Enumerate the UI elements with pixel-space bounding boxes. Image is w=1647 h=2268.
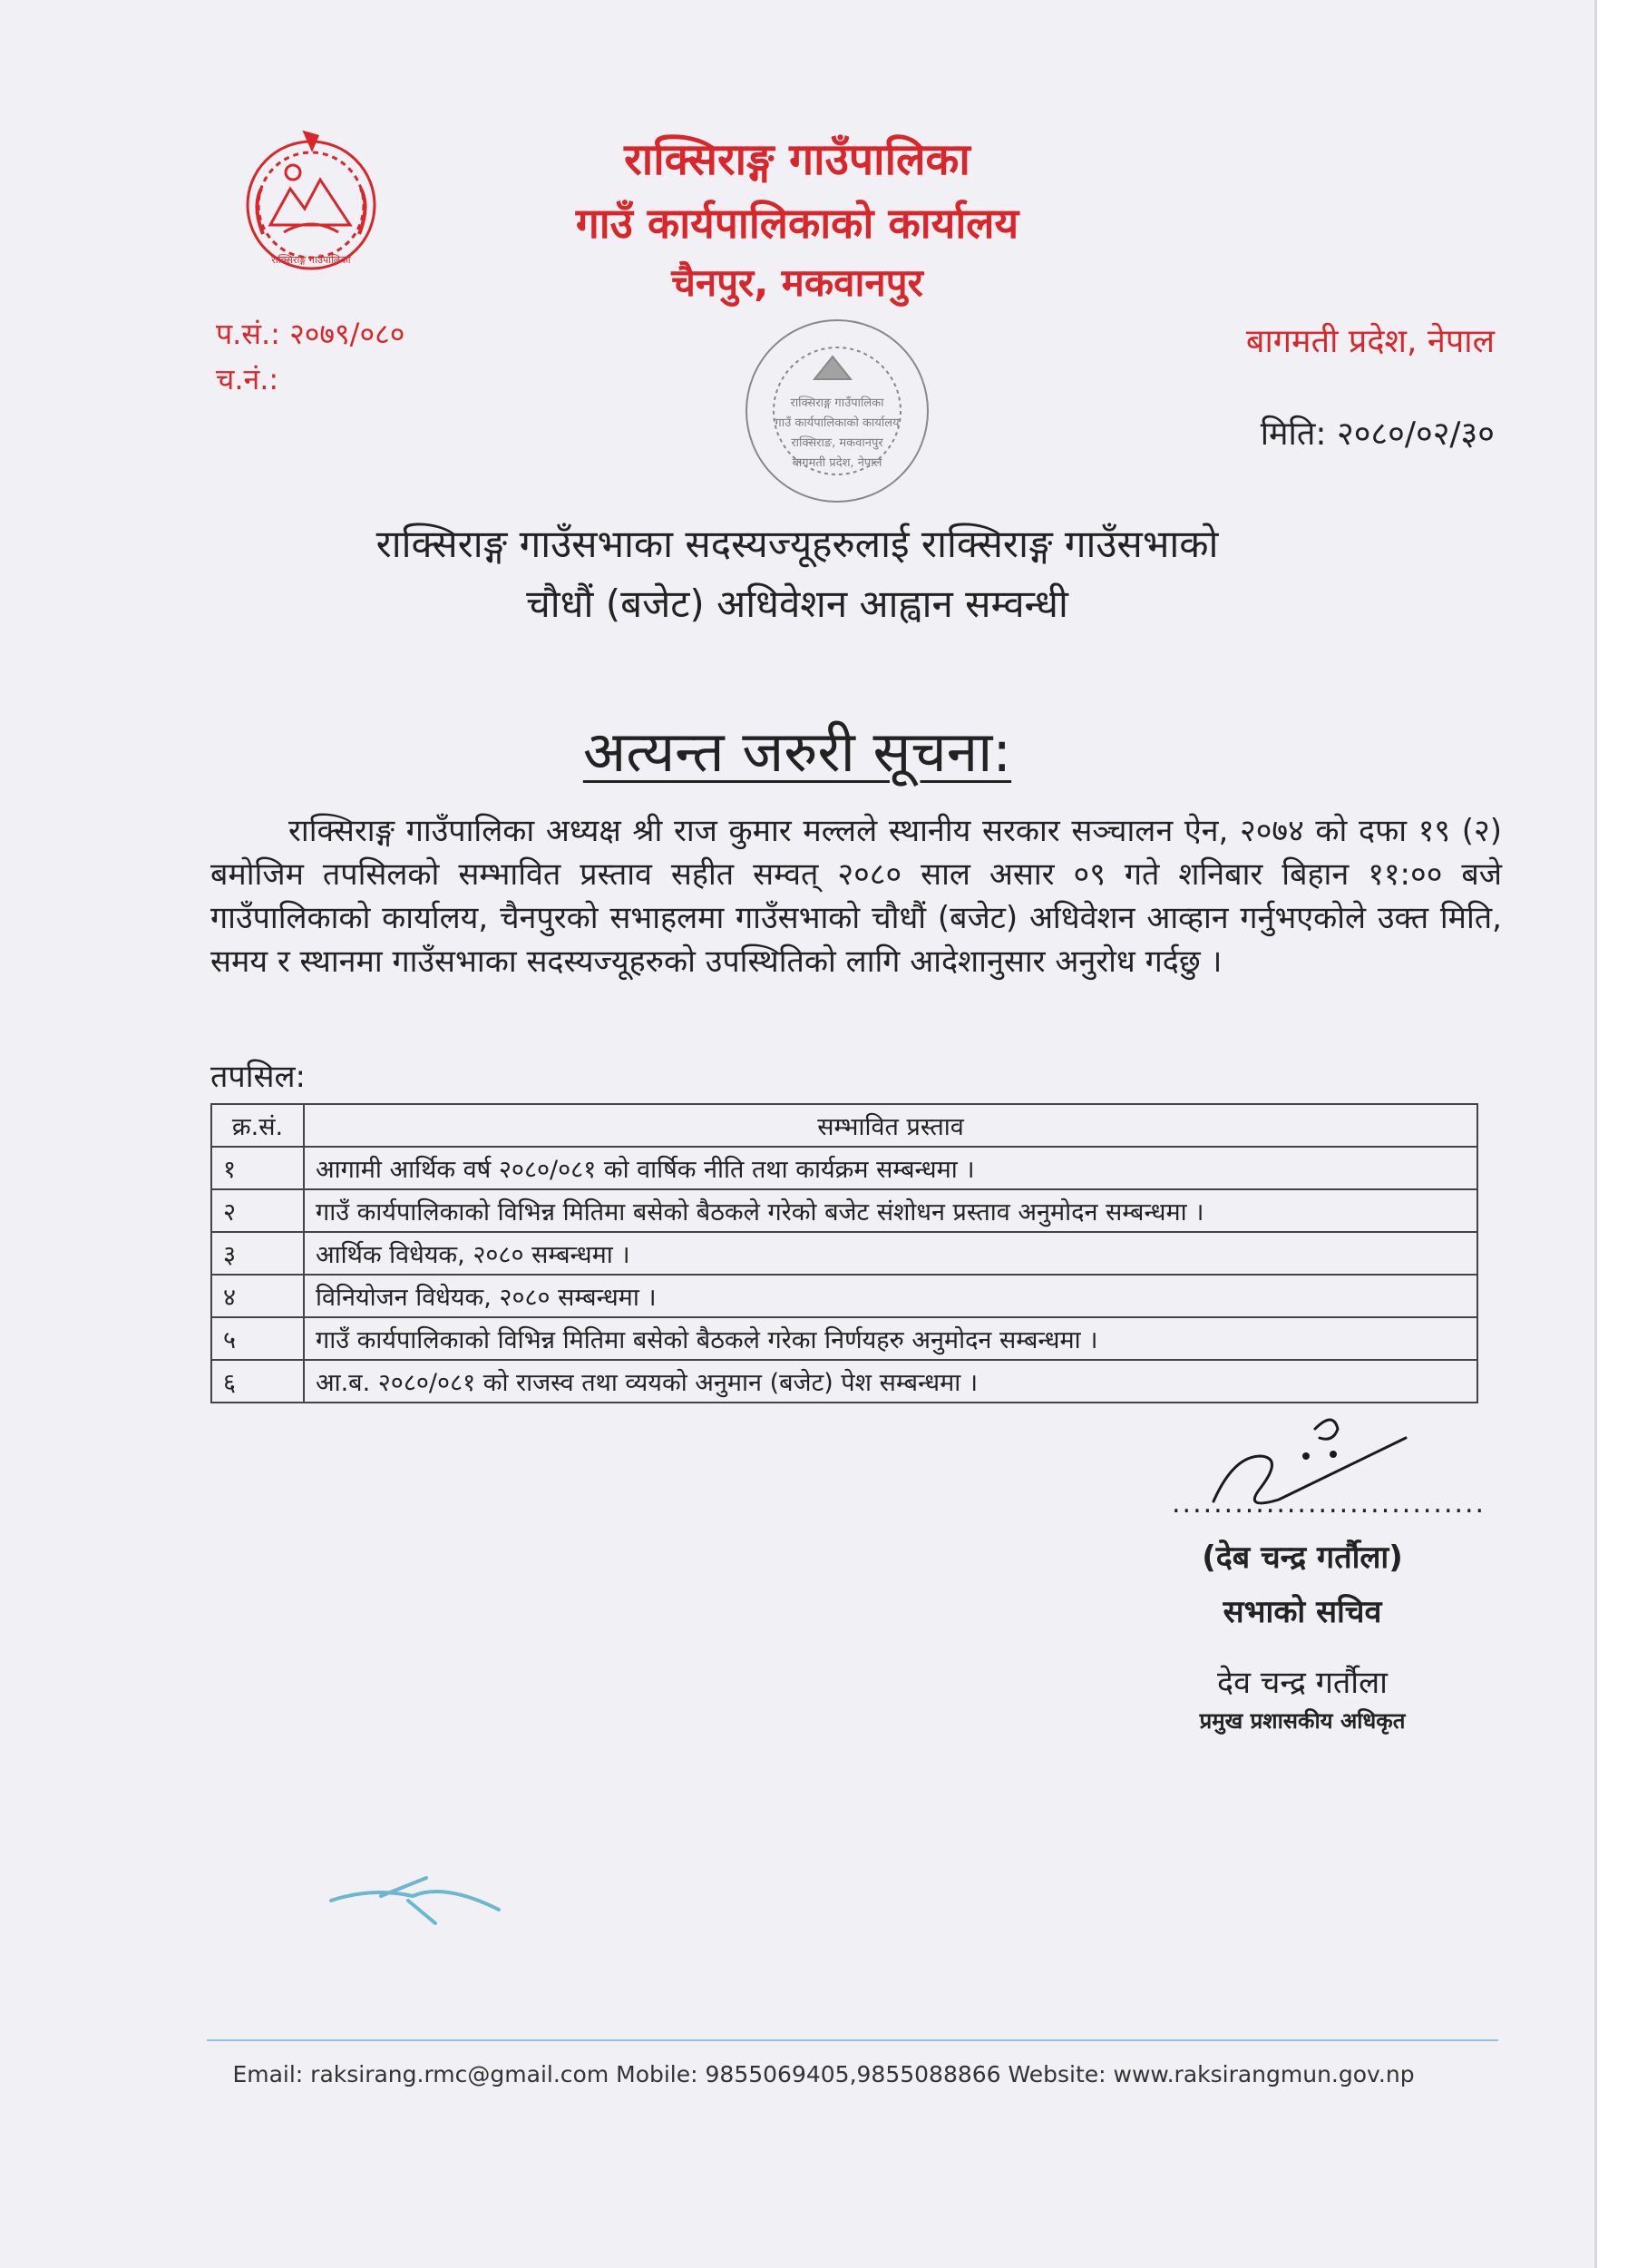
- subject-line-1: राक्सिराङ्ग गाउँसभाका सदस्यज्यूहरुलाई राक्सिराङ्ग गाउँसभाको: [375, 522, 1219, 566]
- table-row: [211, 1275, 1477, 1317]
- row-serial: २: [211, 1189, 304, 1232]
- proposals-table: [210, 1103, 1478, 1403]
- svg-text:राक्सिराङ, मकवानपुर: राक्सिराङ, मकवानपुर: [791, 436, 883, 450]
- row-serial: ६: [211, 1360, 304, 1403]
- row-serial: ५: [211, 1317, 304, 1360]
- signatory-name: (देब चन्द्र गर्तौला): [1202, 1540, 1403, 1576]
- municipality-name: राक्सिराङ्ग गाउँपालिका: [624, 134, 970, 185]
- office-address: चैनपुर, मकवानपुर: [671, 260, 923, 305]
- contact-footer: Email: raksirang.rmc@gmail.com Mobile: 9855069405,9855088866 Website: www.raksirangmun.gov.np: [232, 2061, 1415, 2087]
- table-row: [211, 1360, 1477, 1403]
- table-row: [211, 1232, 1477, 1275]
- svg-text:राक्सिराङ्ग गाउँपालिका: राक्सिराङ्ग गाउँपालिका: [271, 254, 351, 266]
- signature-dotted-line: ..............................: [1172, 1488, 1486, 1520]
- row-proposal: गाउँ कार्यपालिकाको विभिन्न मितिमा बसेको बैठकले गरेको बजेट संशोधन प्रस्ताव अनुमोदन सम्बन्धमा ।: [304, 1189, 1477, 1232]
- table-row: [211, 1147, 1477, 1189]
- office-name: गाउँ कार्यपालिकाको कार्यालय: [575, 199, 1019, 248]
- dispatch-number: च.नं.:: [216, 362, 279, 396]
- ink-mark: [326, 1860, 508, 1932]
- office-round-stamp: [733, 307, 941, 515]
- signatory-designation: सभाको सचिव: [1223, 1594, 1382, 1630]
- column-header-proposal: सम्भावित प्रस्ताव: [304, 1104, 1477, 1147]
- row-serial: ४: [211, 1275, 304, 1317]
- svg-text:गाउँ कार्यपालिकाको कार्यालय: गाउँ कार्यपालिकाको कार्यालय: [775, 416, 900, 430]
- table-header-row: [211, 1104, 1477, 1147]
- svg-text:राक्सिराङ्ग गाउँपालिका: राक्सिराङ्ग गाउँपालिका: [790, 396, 884, 410]
- column-header-serial: क्र.सं.: [211, 1104, 304, 1147]
- reference-number: प.सं.: २०७९/०८०: [216, 317, 405, 351]
- row-proposal: गाउँ कार्यपालिकाको विभिन्न मितिमा बसेको बैठकले गरेका निर्णयहरु अनुमोदन सम्बन्धमा ।: [304, 1317, 1477, 1360]
- row-serial: ३: [211, 1232, 304, 1275]
- row-proposal: आर्थिक विधेयक, २०८० सम्बन्धमा ।: [304, 1232, 1477, 1275]
- table-row: [211, 1317, 1477, 1360]
- notice-body: राक्सिराङ्ग गाउँपालिका अध्यक्ष श्री राज कुमार मल्लले स्थानीय सरकार सञ्चालन ऐन, २०७४ को दफा १९ (२) बमोजिम तपसिलको सम्भावित प्रस्ताव सहीत सम्वत् २०८० साल असार ०९ गते शनिबार बिहान ११:०० बजे गाउँपालिकाको कार्यालय, चैनपुरको सभाहलमा गाउँसभाको चौधौं (बजेट) अधिवेशन आव्हान गर्नुभएकोले उक्त मिति, समय र स्थानमा गाउँसभाका सदस्यज्यूहरुको उपस्थितिको लागि आदेशानुसार अनुरोध गर्दछु ।: [210, 813, 1502, 980]
- svg-text:बागमती प्रदेश, नेपाल: बागमती प्रदेश, नेपाल: [792, 456, 882, 470]
- row-serial: १: [211, 1147, 304, 1189]
- table-row: [211, 1189, 1477, 1232]
- letter-date: मिति: २०८०/०२/३०: [1260, 415, 1495, 453]
- row-proposal: विनियोजन विधेयक, २०८० सम्बन्धमा ।: [304, 1275, 1477, 1317]
- row-proposal: आ.ब. २०८०/०८१ को राजस्व तथा व्ययको अनुमान (बजेट) पेश सम्बन्धमा ।: [304, 1360, 1477, 1403]
- row-proposal: आगामी आर्थिक वर्ष २०८०/०८१ को वार्षिक नीति तथा कार्यक्रम सम्बन्धमा ।: [304, 1147, 1477, 1189]
- official-stamp-name: देव चन्द्र गर्तौला: [1217, 1665, 1388, 1701]
- province-label: बागमती प्रदेश, नेपाल: [1245, 323, 1495, 360]
- notice-title: अत्यन्त जरुरी सूचना:: [582, 719, 1012, 785]
- subject-line-2: चौधौं (बजेट) अधिवेशन आह्वान सम्वन्धी: [526, 582, 1068, 626]
- footer-divider: [207, 2039, 1498, 2041]
- official-stamp-designation: प्रमुख प्रशासकीय अधिकृत: [1199, 1708, 1406, 1734]
- tapasil-label: तपसिल:: [210, 1059, 306, 1095]
